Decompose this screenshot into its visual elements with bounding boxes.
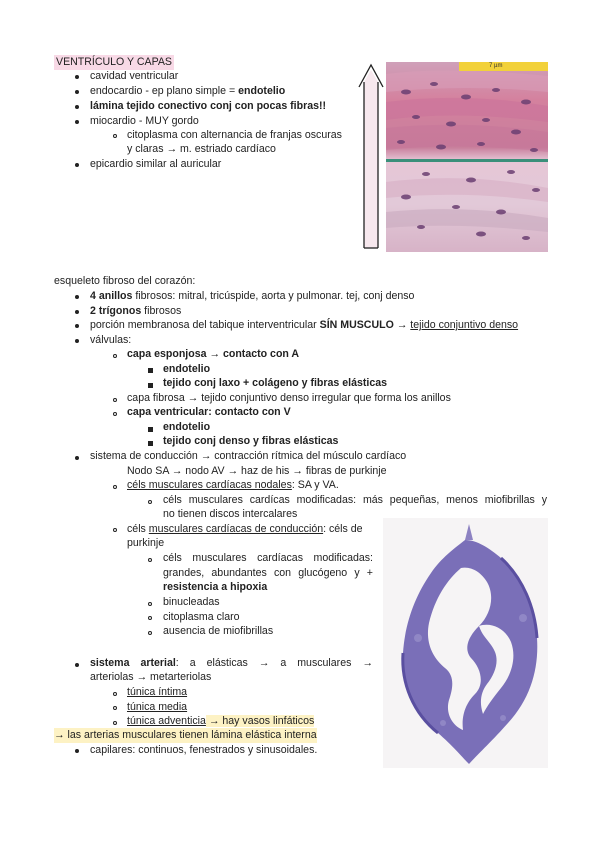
list-item: grandes, abundantes con glucógeno y + [163,567,373,579]
bullet [75,339,79,343]
list-item: tejido conj laxo + colágeno y fibras elásticas [163,377,388,389]
list-item: válvulas: [90,334,132,346]
list-item: y claras → m. estriado cardíaco [127,143,276,155]
list-item: sistema de conducción → contracción rítmica del músculo cardíaco [90,450,407,462]
up-arrow-icon [358,62,386,250]
sub-sub-bullet [148,368,153,373]
bullet [75,663,79,667]
list-item: 4 anillos fibrosos: mitral, tricúspide, aorta y pulmonar. tej, conj denso [90,290,415,302]
list-item: capa fibrosa → tejido conjuntivo denso irregular que forma los anillos [127,392,451,404]
list-item: endotelio [163,363,211,375]
bullet [75,90,79,94]
list-item: porción membranosa del tabique interventricular SÍN MUSCULO → tejido conjuntivo denso [90,319,519,331]
bullet [75,749,79,753]
list-item: capa esponjosa → contacto con A [127,348,300,360]
histology-micrograph [386,62,548,252]
list-item: no tienen discos intercalares [163,508,298,520]
list-item: céls musculares cardícas modificadas: más pequeñas, menos miofibrillas y [163,494,547,506]
bullet [75,75,79,79]
section-heading: esqueleto fibroso del corazón: [54,275,196,287]
list-item: citoplasma claro [163,611,240,623]
bullet [75,310,79,314]
highlighted-note: → las arterias musculares tienen lámina elástica interna [54,729,317,741]
list-item: miocardio - MUY gordo [90,115,199,127]
scale-label: 7 µm [489,63,503,69]
heart-section-image [383,518,548,768]
list-item: endotelio [163,421,211,433]
list-item: túnica media [127,701,188,713]
bullet [75,456,79,460]
list-item: resistencia a hipoxia [163,581,268,593]
bullet [75,295,79,299]
sub-bullet [113,398,117,402]
list-item: lámina tejido conectivo conj con pocas fibras!! [90,100,327,112]
sub-bullet [113,485,117,489]
bullet [75,324,79,328]
bullet [75,163,79,167]
sub-bullet [113,134,117,138]
list-item: Nodo SA → nodo AV → haz de his → fibras de purkinje [127,465,387,477]
list-item: endocardio - ep plano simple = endotelio [90,85,286,97]
sub-sub-bullet [148,631,152,635]
sub-sub-bullet [148,427,153,432]
list-item: túnica adventicia → hay vasos linfáticos [127,715,315,727]
bullet [75,120,79,124]
list-item: epicardio similar al auricular [90,158,222,170]
sub-bullet [113,706,117,710]
list-item: capa ventricular: contacto con V [127,406,291,418]
sub-sub-bullet [148,558,152,562]
list-item: sistema arterial: a elásticas → a musculares → [90,657,373,669]
list-item: cavidad ventricular [90,70,179,82]
sub-sub-bullet [148,441,153,446]
list-item: capilares: continuos, fenestrados y sinusoidales. [90,744,318,756]
sub-bullet [113,528,117,532]
list-item: purkinje [127,537,165,549]
sub-sub-bullet [148,602,152,606]
sub-sub-bullet [148,383,153,388]
list-item: arteriolas → metarteriolas [90,671,212,683]
list-item: binucleadas [163,596,220,608]
list-item: 2 trígonos fibrosos [90,305,182,317]
sub-sub-bullet [148,500,152,504]
sub-bullet [113,692,117,696]
list-item: tejido conj denso y fibras elásticas [163,435,339,447]
sub-sub-bullet [148,616,152,620]
list-item: céls musculares cardíacas modificadas: [163,552,373,564]
bullet [75,105,79,109]
list-item: túnica íntima [127,686,188,698]
list-item: citoplasma con alternancia de franjas oscuras [127,129,342,141]
list-item: céls musculares cardíacas nodales: SA y VA. [127,479,339,491]
section-title: VENTRÍCULO Y CAPAS [56,56,172,68]
list-item: céls musculares cardíacas de conducción: céls de [127,523,363,535]
list-item: ausencia de miofibrillas [163,625,274,637]
sub-bullet [113,412,117,416]
sub-bullet [113,721,117,725]
sub-bullet [113,354,117,358]
